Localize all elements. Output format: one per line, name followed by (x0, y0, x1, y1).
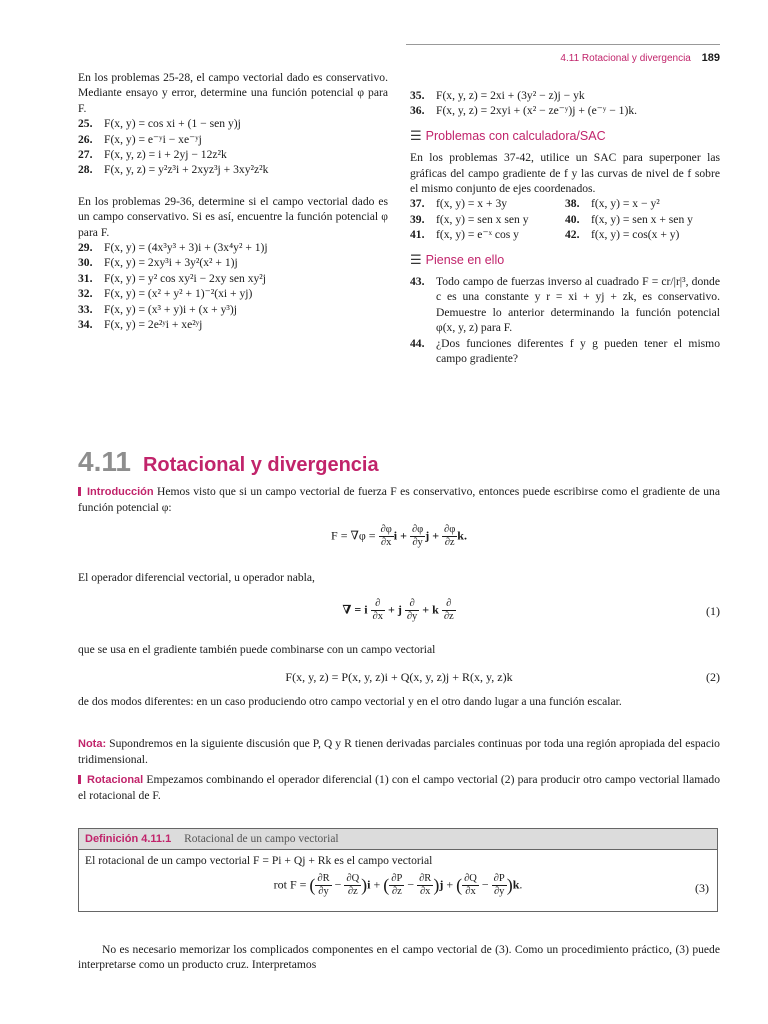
spacer (78, 178, 388, 194)
unit-k: k (512, 877, 520, 892)
paren: ( (383, 875, 390, 895)
eq-body: F(x, y, z) = P(x, y, z)i + Q(x, y, z)j + R(x, y, z)k (285, 670, 513, 684)
nabla-text: El operador diferencial vectorial, u operador nabla, (78, 571, 315, 584)
problem-text: f(x, y) = sen x + sen y (591, 212, 693, 226)
heading-calculator-text: Problemas con calculadora/SAC (425, 128, 606, 143)
problem-38 (565, 196, 720, 211)
problem-number: 41. (410, 228, 425, 242)
problem-text: F(x, y) = 2xy³i + 3y²(x² + 1)j (104, 256, 238, 270)
denominator: ∂z (443, 611, 454, 622)
fraction (379, 524, 394, 549)
fraction (371, 598, 385, 623)
eq-lhs: ∇ = i (342, 602, 368, 617)
problem-text: f(x, y) = x + 3y (436, 197, 508, 211)
problem-text: ¿Dos funciones diferentes f y g pueden tener el mismo campo gradiente? (436, 336, 720, 366)
denominator: ∂x (465, 886, 476, 897)
list-icon: ☰ (410, 252, 422, 268)
numerator: ∂ (405, 598, 419, 611)
eq-term: k. (457, 528, 467, 543)
problem-41 (410, 227, 565, 242)
numerator: ∂R (419, 873, 432, 884)
problem-number: 43. (410, 275, 425, 289)
problem-text: F(x, y, z) = 2xyi + (x² − ze⁻ʸ)j + (e⁻ʸ − 1)k. (436, 104, 638, 118)
problem-text: F(x, y) = cos xi + (1 − sen y)j (104, 117, 241, 131)
equation-number: (1) (706, 604, 720, 618)
problem-number: 25. (78, 117, 93, 131)
closing-paragraph: No es necesario memorizar los complicados componentes en el campo vectorial de (3). Como un procedimiento práctico, (3) puede interpretarse como un producto cruz. Interpretamos (78, 943, 720, 972)
problem-27 (78, 147, 388, 162)
fraction (417, 873, 433, 898)
fraction (315, 873, 331, 898)
numerator: ∂φ (380, 524, 392, 535)
numerator: ∂Q (464, 873, 477, 884)
problem-text: F(x, y) = (x² + y² + 1)⁻²(xi + yj) (104, 287, 253, 301)
fraction (462, 873, 479, 898)
problem-40 (565, 212, 720, 227)
problem-number: 27. (78, 148, 93, 162)
left-column (78, 70, 388, 333)
note-label: Nota: (78, 738, 107, 750)
denominator: ∂z (444, 537, 455, 548)
unit-i: i (367, 877, 371, 892)
problem-33 (78, 302, 388, 317)
problem-text: F(x, y, z) = i + 2yj − 12z²k (104, 148, 227, 162)
problem-number: 29. (78, 241, 93, 255)
problem-32 (78, 286, 388, 301)
denominator: ∂y (412, 537, 423, 548)
vector-field-equation (78, 670, 720, 685)
intro-37-42: En los problemas 37-42, utilice un SAC para superponer las gráficas del campo gradiente de f y las curvas de nivel de f sobre el mismo conjunto de ejes coordenados. (410, 151, 720, 196)
problem-44 (410, 336, 720, 367)
fraction (442, 598, 456, 623)
eq-term: j + (425, 528, 440, 543)
list-icon: ☰ (410, 128, 422, 144)
fraction (389, 873, 404, 898)
definition-statement: El rotacional de un campo vectorial F = Pi + Qj + Rk es el campo vectorial (85, 854, 433, 867)
curl-lead: Rotacional (87, 774, 144, 786)
numerator: ∂ (371, 598, 385, 611)
numerator: ∂P (493, 873, 505, 884)
problem-35 (410, 88, 720, 103)
denominator: ∂z (347, 886, 358, 897)
modes-text: de dos modos diferentes: en un caso produciendo otro campo vectorial y en el otro dando lugar a una función escalar. (78, 695, 622, 708)
problem-row (410, 196, 720, 211)
problem-number: 33. (78, 302, 93, 316)
problem-29 (78, 240, 388, 255)
problem-number: 30. (78, 256, 93, 270)
numerator: ∂P (391, 873, 403, 884)
problem-number: 36. (410, 104, 425, 118)
definition-box (78, 828, 718, 912)
problem-number: 44. (410, 336, 425, 350)
running-head-section: 4.11 Rotacional y divergencia (560, 53, 691, 64)
problem-39 (410, 212, 565, 227)
header-rule (406, 44, 720, 45)
paren: ( (309, 875, 316, 895)
problem-text: f(x, y) = cos(x + y) (591, 228, 680, 242)
paren: ) (433, 875, 440, 895)
section-title-text: Rotacional y divergencia (142, 454, 379, 476)
problem-number: 28. (78, 163, 93, 177)
fraction (405, 598, 419, 623)
heading-think-text: Piense en ello (425, 252, 505, 267)
problem-list-29-34 (78, 240, 388, 332)
problem-text: F(x, y) = (x³ + y)i + (x + y³)j (104, 302, 237, 316)
definition-label: Definición 4.11.1 (85, 833, 172, 845)
nabla-equation (78, 598, 720, 623)
note-paragraph (78, 736, 720, 768)
paren: ) (361, 875, 368, 895)
fraction (410, 524, 425, 549)
curl-formula: rot F = ( $\frac{\partial R}{\partial y}$ − $\frac{\partial Q}{\partial z}$ )i + ( $\frac{\partial P}{\partial z}$ − $\frac{\partial R}{\partial x}$ )j + ( $\frac{\partial Q}{\partial x}$ − $\frac{\partial P}{\partial y}$ )k. (3) (273, 873, 709, 897)
numerator: ∂φ (411, 524, 424, 535)
problem-text: F(x, y) = (4x³y³ + 3)i + (3x⁴y² + 1)j (104, 241, 268, 255)
fraction (344, 873, 361, 898)
section-title (78, 446, 379, 478)
problem-row (410, 227, 720, 242)
problem-text: f(x, y) = e⁻ˣ cos y (436, 228, 519, 242)
problem-number: 26. (78, 132, 93, 146)
bullet-marker (78, 487, 81, 496)
denominator: ∂y (406, 611, 418, 622)
curl-lhs: rot F = (273, 877, 307, 892)
problem-28 (78, 162, 388, 177)
problem-text: F(x, y) = 2e²ʸi + xe²ʸj (104, 318, 203, 332)
fraction (442, 524, 457, 549)
problem-36 (410, 103, 720, 118)
problem-25 (78, 116, 388, 131)
problem-text: F(x, y) = y² cos xy²i − 2xy sen xy²j (104, 271, 266, 285)
problem-number: 38. (565, 197, 580, 211)
denominator: ∂x (380, 537, 392, 548)
numerator: ∂R (317, 873, 330, 884)
problem-text: F(x, y, z) = 2xi + (3y² − z)j − yk (436, 89, 585, 102)
denominator: ∂y (318, 886, 329, 897)
eq-term: + j (388, 602, 402, 617)
equation-number: (2) (706, 670, 720, 684)
curl-text: Empezamos combinando el operador diferencial (1) con el campo vectorial (2) para producir otro campo vectorial llamado el rotacional de F. (78, 773, 720, 803)
problem-number: 34. (78, 318, 93, 332)
problem-number: 39. (410, 212, 425, 226)
problem-text: F(x, y, z) = y²z³i + 2xyz³j + 3xy²z²k (104, 163, 269, 177)
problem-number: 32. (78, 287, 93, 301)
denominator: ∂y (493, 886, 505, 897)
fraction (492, 873, 507, 898)
problem-37 (410, 196, 565, 211)
paren: ) (506, 875, 513, 895)
definition-title: Rotacional de un campo vectorial (184, 833, 339, 845)
problem-number: 40. (565, 212, 580, 226)
eq-term: i + (393, 528, 407, 543)
heading-calculator (410, 129, 720, 144)
problem-30 (78, 255, 388, 270)
numerator: ∂Q (346, 873, 360, 884)
intro-lead: Introducción (87, 486, 154, 498)
equation-number: (3) (695, 881, 709, 895)
problem-42 (565, 227, 720, 242)
gradient-text: que se usa en el gradiente también puede combinarse con un campo vectorial (78, 643, 436, 656)
problem-number: 37. (410, 197, 425, 211)
curl-paragraph (78, 772, 720, 804)
bullet-marker (78, 775, 81, 784)
problem-number: 42. (565, 228, 580, 242)
problem-34 (78, 317, 388, 332)
problem-26 (78, 132, 388, 147)
problem-number: 35. (410, 89, 425, 102)
heading-think (410, 253, 720, 268)
denominator: ∂x (419, 886, 431, 897)
definition-header (79, 829, 717, 850)
intro-text: Hemos visto que si un campo vectorial de fuerza F es conservativo, entonces puede escribirse como el gradiente de una función potencial φ: (78, 485, 720, 515)
paren: ( (456, 875, 463, 895)
problem-text: F(x, y) = e⁻ʸi − xe⁻ʸj (104, 132, 202, 146)
problem-43 (410, 274, 720, 336)
problem-text: f(x, y) = x − y² (591, 197, 660, 211)
eq-lhs: F = ∇φ = (331, 528, 376, 543)
problem-text: f(x, y) = sen x sen y (436, 212, 529, 226)
intro-29-36: En los problemas 29-36, determine si el campo vectorial dado es un campo conservativo. Si es así, encuentre la función potencial φ para F. (78, 194, 388, 239)
running-head (560, 52, 720, 64)
intro-25-28: En los problemas 25-28, el campo vectorial dado es conservativo. Mediante ensayo y error, determine una función potencial φ para F. (78, 71, 388, 115)
intro-paragraph (78, 484, 720, 516)
gradient-equation (78, 524, 720, 549)
problem-row (410, 212, 720, 227)
problem-number: 31. (78, 271, 93, 285)
right-column (410, 88, 720, 367)
unit-j: j (439, 877, 444, 892)
numerator: ∂ (442, 598, 456, 611)
problem-list-25-28 (78, 116, 388, 178)
problem-text: Todo campo de fuerzas inverso al cuadrado F = cr/|r|³, donde c es una constante y r = xi + yj + zk, es conservativo. Demuestre lo anterior determinando la función potencial φ(x, y, z) para F. (436, 275, 720, 335)
problem-31 (78, 271, 388, 286)
eq-term: + k (422, 602, 439, 617)
note-text: Supondremos en la siguiente discusión que P, Q y R tienen derivadas parciales continuas por toda una región apropiada del espacio tridimensional. (78, 737, 720, 767)
denominator: ∂x (372, 611, 383, 622)
denominator: ∂z (391, 886, 402, 897)
numerator: ∂φ (444, 524, 456, 535)
page-number: 189 (701, 52, 720, 64)
section-number: 4.11 (78, 446, 131, 477)
